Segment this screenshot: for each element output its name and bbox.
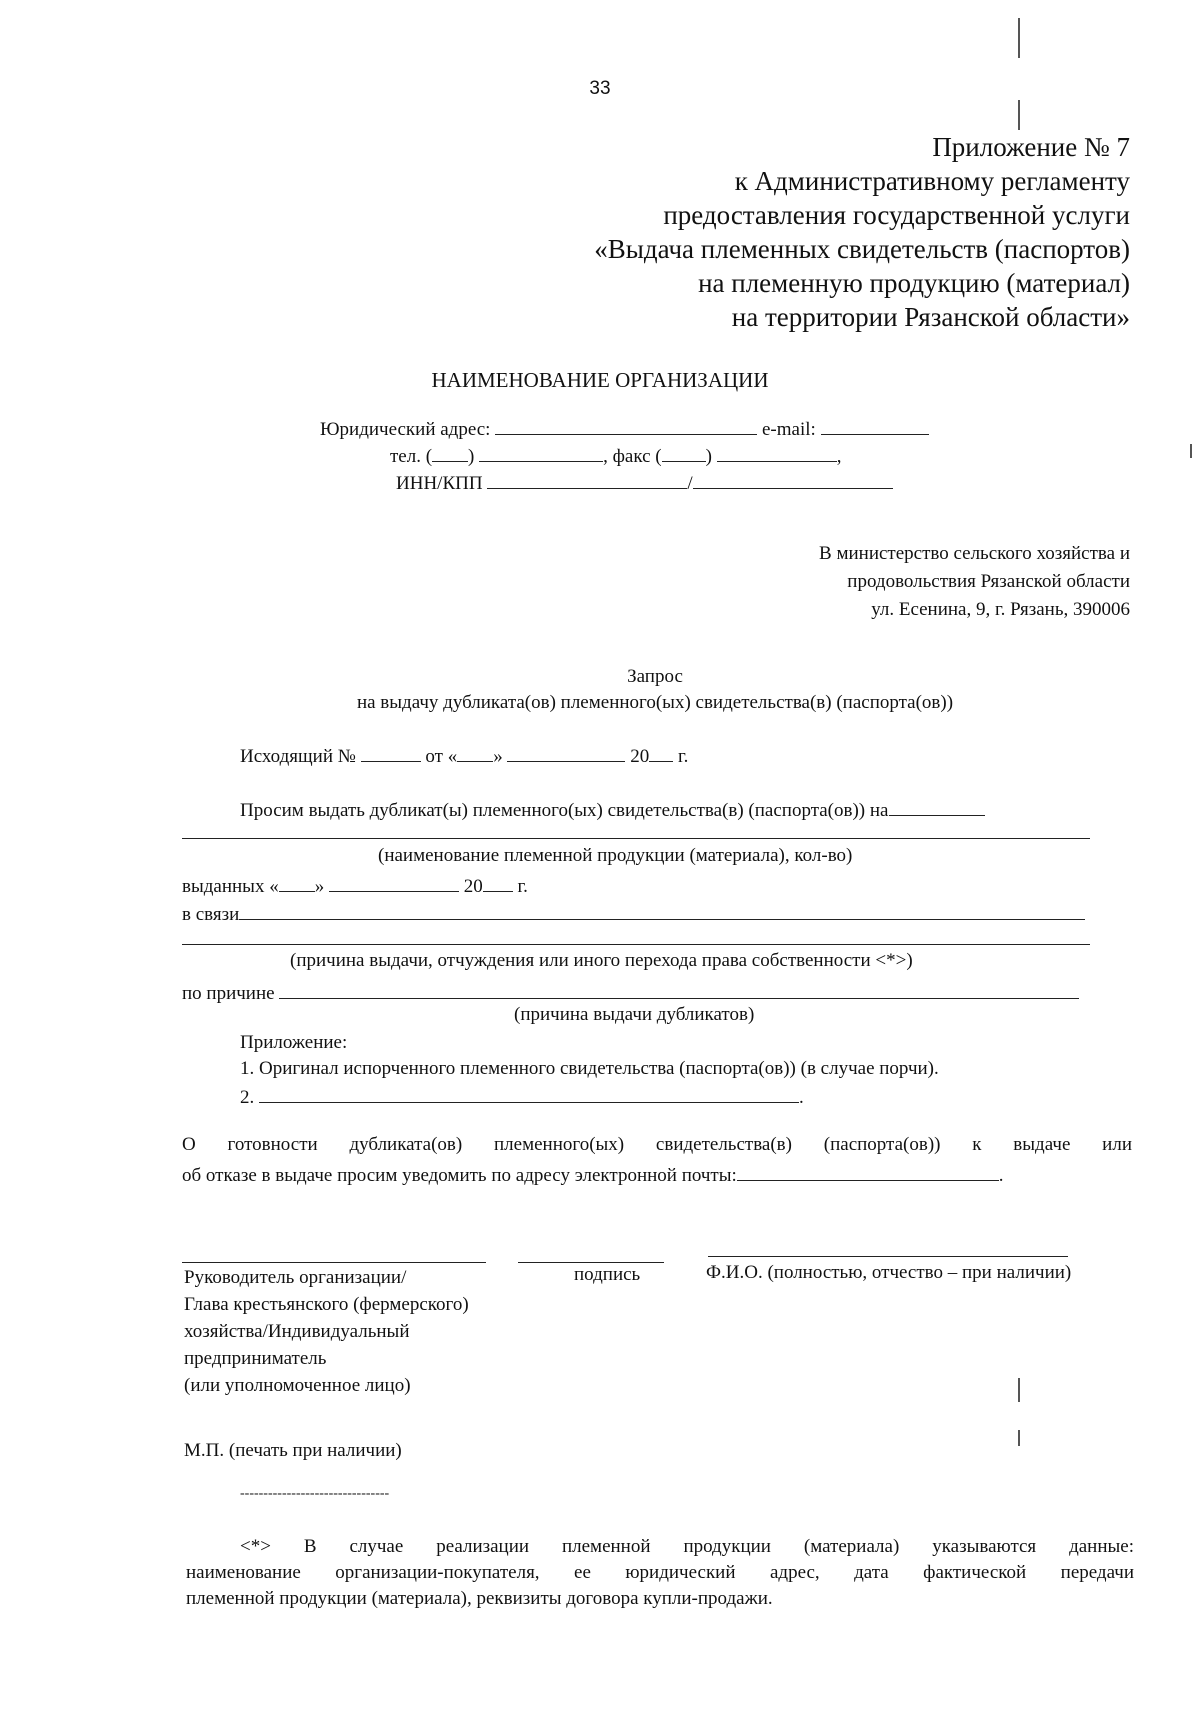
recipient-line-1: В министерство сельского хозяйства и xyxy=(819,543,1130,564)
appendix-header xyxy=(594,130,1130,334)
ask-row xyxy=(240,797,985,822)
attachment-item-1: 1. Оригинал испорченного племенного свидетельства (паспорта(ов)) (в случае порчи). xyxy=(240,1058,939,1079)
full-name-line[interactable] xyxy=(708,1256,1068,1257)
notify-end: . xyxy=(998,1165,1004,1186)
issued-year-suffix: г. xyxy=(517,876,528,897)
trailing-comma: , xyxy=(836,446,842,467)
scan-mark xyxy=(1190,444,1192,458)
transfer-caption: (причина выдачи, отчуждения или иного перехода права собственности <*>) xyxy=(290,950,913,971)
recipient-line-2: продовольствия Рязанской области xyxy=(847,571,1130,592)
signature-caption: подпись xyxy=(574,1264,641,1285)
footnote-line-3: племенной продукции (материала), реквизиты договора купли-продажи. xyxy=(186,1588,773,1609)
appendix-line-3: предоставления государственной услуги xyxy=(663,200,1130,230)
in-connection-row xyxy=(182,901,1085,926)
attachment-item-2-end: . xyxy=(799,1087,804,1108)
inn-field[interactable] xyxy=(487,470,687,489)
phone-close: ) xyxy=(468,446,475,467)
issued-row xyxy=(182,873,528,898)
appendix-line-1: Приложение № 7 xyxy=(932,132,1130,162)
outgoing-day-field[interactable] xyxy=(457,743,493,762)
head-line-5: (или уполномоченное лицо) xyxy=(184,1375,411,1396)
product-field-line[interactable] xyxy=(182,838,1090,839)
outgoing-year-field[interactable] xyxy=(649,743,673,762)
ask-text: Просим выдать дубликат(ы) племенного(ых) свидетельства(в) (паспорта(ов)) на xyxy=(240,800,889,821)
ask-field[interactable] xyxy=(889,797,985,816)
outgoing-year-prefix: 20 xyxy=(630,746,650,767)
reason-row xyxy=(182,980,1079,1005)
footnote-line-2: наименование организации-покупателя, ее юридический адрес, дата фактической передачи xyxy=(186,1562,1134,1583)
outgoing-date-close: » xyxy=(493,746,503,767)
full-name-caption: Ф.И.О. (полностью, отчество – при наличии) xyxy=(706,1262,1072,1283)
page-number: 33 xyxy=(589,78,611,99)
fax-close: ) xyxy=(705,446,712,467)
outgoing-year-suffix: г. xyxy=(677,746,689,767)
in-connection-field[interactable] xyxy=(239,901,1085,920)
legal-address-row xyxy=(320,416,929,441)
issued-close: » xyxy=(314,876,325,897)
reason-label: по причине xyxy=(182,983,275,1004)
issued-month-field[interactable] xyxy=(329,873,459,892)
fax-label: , факс ( xyxy=(603,446,662,467)
reason-field[interactable] xyxy=(279,980,1079,999)
head-line-4: предприниматель xyxy=(184,1348,327,1369)
in-connection-label: в связи xyxy=(182,904,240,925)
product-caption: (наименование племенной продукции (материала), кол-во) xyxy=(378,845,853,866)
attachment-title: Приложение: xyxy=(240,1032,348,1053)
outgoing-number-row xyxy=(240,743,688,768)
reason-caption: (причина выдачи дубликатов) xyxy=(514,1004,755,1025)
footnote-line-1: <*> В случае реализации племенной продукции (материала) указываются данные: xyxy=(240,1536,1134,1557)
phone-label: тел. ( xyxy=(390,446,433,467)
appendix-line-4: «Выдача племенных свидетельств (паспортов) xyxy=(594,234,1130,264)
stamp-caption: М.П. (печать при наличии) xyxy=(184,1440,402,1461)
head-line-2: Глава крестьянского (фермерского) xyxy=(184,1294,469,1315)
request-subtitle: на выдачу дубликата(ов) племенного(ых) свидетельства(в) (паспорта(ов)) xyxy=(356,692,954,713)
email-label: e-mail: xyxy=(761,419,816,440)
issued-day-field[interactable] xyxy=(279,873,315,892)
outgoing-number-label: Исходящий № xyxy=(240,746,356,767)
outgoing-month-field[interactable] xyxy=(507,743,625,762)
appendix-line-2: к Административному регламенту xyxy=(734,166,1130,196)
request-title: Запрос xyxy=(627,666,683,687)
attachment-item-2-field[interactable] xyxy=(259,1084,799,1103)
scan-mark xyxy=(1018,1378,1020,1402)
appendix-line-5: на племенную продукцию (материал) xyxy=(698,268,1130,298)
scan-mark xyxy=(1018,100,1020,130)
phone-number-field[interactable] xyxy=(479,443,603,462)
organization-title: НАИМЕНОВАНИЕ ОРГАНИЗАЦИИ xyxy=(431,368,769,392)
transfer-field-line[interactable] xyxy=(182,944,1090,945)
attachment-item-2 xyxy=(240,1084,804,1109)
issued-year-prefix: 20 xyxy=(463,876,483,897)
legal-address-label: Юридический адрес: xyxy=(320,419,491,440)
footnote-separator: -------------------------------- xyxy=(240,1486,390,1501)
recipient-line-3: ул. Есенина, 9, г. Рязань, 390006 xyxy=(871,599,1130,620)
legal-address-field[interactable] xyxy=(495,416,757,435)
inn-kpp-row xyxy=(396,470,893,495)
notify-text: об отказе в выдаче просим уведомить по адресу электронной почты: xyxy=(182,1165,737,1186)
fax-code-field[interactable] xyxy=(662,443,706,462)
notify-email-field[interactable] xyxy=(737,1162,999,1181)
issued-year-field[interactable] xyxy=(483,873,513,892)
inn-separator: / xyxy=(687,473,693,494)
notify-line-2 xyxy=(182,1162,1004,1187)
kpp-field[interactable] xyxy=(693,470,893,489)
scan-mark xyxy=(1018,1430,1020,1446)
phone-code-field[interactable] xyxy=(432,443,468,462)
inn-kpp-label: ИНН/КПП xyxy=(396,473,483,494)
attachment-item-2-number: 2. xyxy=(240,1087,255,1108)
email-field[interactable] xyxy=(821,416,929,435)
position-signature-line[interactable] xyxy=(182,1262,486,1263)
scan-mark xyxy=(1018,18,1020,58)
head-position-block xyxy=(184,1264,469,1399)
head-line-3: хозяйства/Индивидуальный xyxy=(184,1321,410,1342)
phone-fax-row xyxy=(390,443,841,468)
notify-line-1: О готовности дубликата(ов) племенного(ых) свидетельства(в) (паспорта(ов)) к выдаче или xyxy=(182,1134,1132,1155)
outgoing-number-field[interactable] xyxy=(361,743,421,762)
issued-label: выданных « xyxy=(182,876,279,897)
recipient-block xyxy=(819,540,1130,624)
head-line-1: Руководитель организации/ xyxy=(184,1267,407,1288)
fax-number-field[interactable] xyxy=(717,443,837,462)
appendix-line-6: на территории Рязанской области» xyxy=(731,302,1130,332)
signature-line[interactable] xyxy=(518,1262,664,1263)
outgoing-date-open: от « xyxy=(425,746,458,767)
